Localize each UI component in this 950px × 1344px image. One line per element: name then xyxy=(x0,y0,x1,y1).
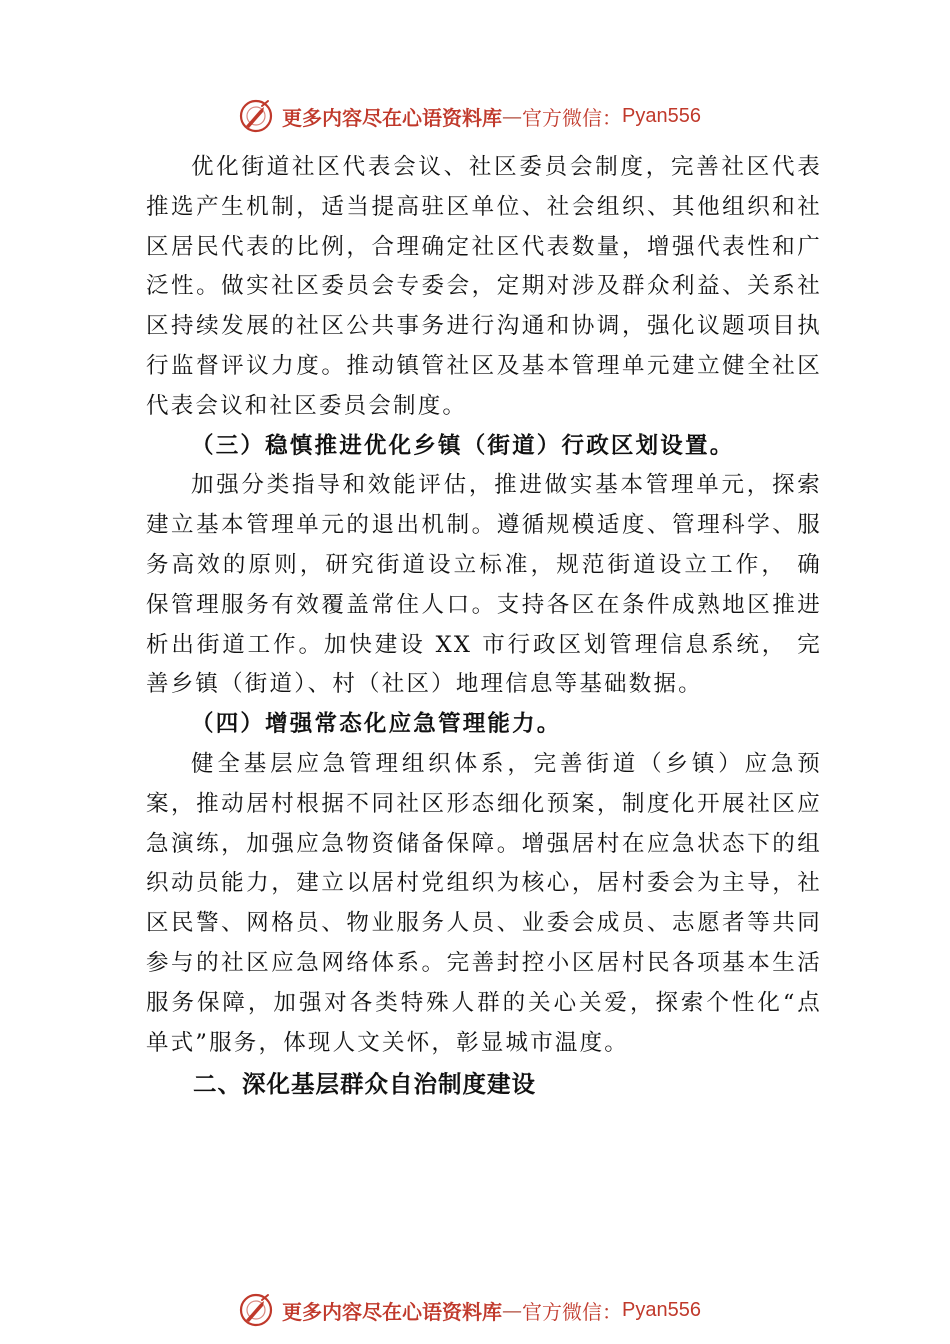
paragraph-administrative-division: 加强分类指导和效能评估，推进做实基本管理单元，探索建立基本管理单元的退出机制。遵循规模适度、管理科学、服务高效的原则，研究街道设立标准，规范街道设立工作， 确保管理服务有效覆盖常住人口。支持各区在条件成熟地区推进析出街道工作。加快建设 XX 市行政区划管理信息系统， 完善乡镇（街道）、村（社区）地理信息等基础数据。 xyxy=(146,472,822,698)
brush-logo-icon xyxy=(238,1292,274,1328)
subheading-three: （三）稳慎推进优化乡镇（街道）行政区划设置。 xyxy=(191,432,735,459)
brush-logo-icon xyxy=(238,98,274,134)
banner-wechat-label: 官方微信： xyxy=(522,105,622,130)
banner-separator: — xyxy=(502,104,522,128)
paragraph-emergency-management: 健全基层应急管理组织体系，完善街道（乡镇）应急预案，推动居村根据不同社区形态细化预案，制度化开展社区应急演练，加强应急物资储备保障。增强居村在应急状态下的组织动员能力，建立以居村党组织为核心，居村委会为主导，社区民警、网格员、物业服务人员、业委会成员、志愿者等共同参与的社区应急网络体系。完善封控小区居村民各项基本生活服务保障，加强对各类特殊人群的关心关爱，探索个性化“点单式”服务，体现人文关怀，彰显城市温度。 xyxy=(146,750,822,1056)
banner-wechat-label: 官方微信： xyxy=(522,1299,622,1324)
paragraph-community-representatives: 优化街道社区代表会议、社区委员会制度，完善社区代表推选产生机制，适当提高驻区单位、社会组织、其他组织和社区居民代表的比例，合理确定社区代表数量，增强代表性和广泛性。做实社区委员会专委会，定期对涉及群众利益、关系社区持续发展的社区公共事务进行沟通和协调，强化议题项目执行监督评议力度。推动镇管社区及基本管理单元建立健全社区代表会议和社区委员会制度。 xyxy=(146,154,822,419)
banner-library-text: 更多内容尽在心语资料库 xyxy=(282,105,502,130)
document-body xyxy=(146,148,822,1105)
banner-library-text: 更多内容尽在心语资料库 xyxy=(282,1299,502,1324)
footer-watermark-banner xyxy=(238,1290,758,1330)
banner-wechat-id: Pyan556 xyxy=(622,1298,701,1321)
banner-wechat-id: Pyan556 xyxy=(622,104,701,127)
banner-separator: — xyxy=(502,1298,522,1322)
subheading-four: （四）增强常态化应急管理能力。 xyxy=(191,711,562,738)
header-watermark-banner xyxy=(238,96,758,136)
section-heading-two: 二、深化基层群众自治制度建设 xyxy=(193,1070,536,1099)
